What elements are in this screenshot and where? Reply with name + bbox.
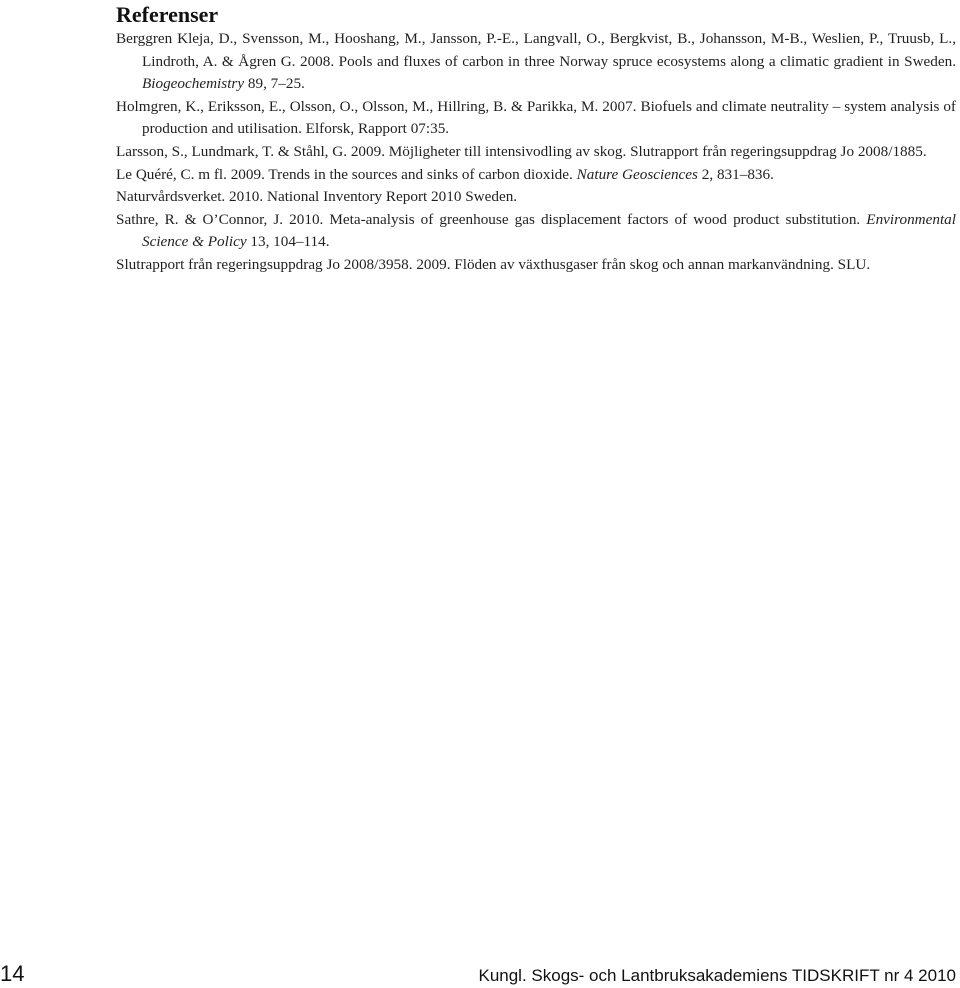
section-heading: Referenser <box>116 2 219 27</box>
reference-text: Larsson, S., Lundmark, T. & Ståhl, G. 2009. Möjligheter till intensivodling av skog. Slutrapport från regeringsuppdrag Jo 2008/1885. <box>116 142 927 160</box>
page-number: 14 <box>0 961 25 986</box>
reference-text: Naturvårdsverket. 2010. National Inventory Report 2010 Sweden. <box>116 188 518 206</box>
reference-list <box>116 28 956 277</box>
reference-text: Slutrapport från regeringsuppdrag Jo 2008/3958. 2009. Flöden av växthusgaser från skog och annan markanvändning. SLU. <box>116 255 871 273</box>
reference-item <box>116 209 956 254</box>
journal-title: Nature Geosciences <box>576 165 698 183</box>
journal-title: Environmental Science & Policy <box>142 210 956 251</box>
reference-item <box>116 254 956 277</box>
publication-footer: Kungl. Skogs- och Lantbruksakademiens TIDSKRIFT nr 4 2010 <box>478 966 956 985</box>
reference-item <box>116 164 956 187</box>
reference-details: 13, 104–114. <box>246 233 330 251</box>
reference-item <box>116 96 956 141</box>
reference-details: 2, 831–836. <box>697 165 774 183</box>
reference-details: 89, 7–25. <box>244 75 305 93</box>
reference-text: Sathre, R. & O’Connor, J. 2010. Meta-analysis of greenhouse gas displacement factors of wood product substitution. <box>116 210 867 228</box>
reference-text: Le Quéré, C. m fl. 2009. Trends in the sources and sinks of carbon dioxide. <box>116 165 577 183</box>
journal-title: Biogeochemistry <box>142 75 245 93</box>
reference-text: Berggren Kleja, D., Svensson, M., Hooshang, M., Jansson, P.-E., Langvall, O., Bergkvist, B., Johansson, M-B., Weslien, P., Truusb, L., Lindroth, A. & Ågren G. 2008. Pools and fluxes of carbon in three Norway spruce ecosystems along a climatic gradient in Sweden. <box>116 30 956 70</box>
reference-text: Holmgren, K., Eriksson, E., Olsson, O., Olsson, M., Hillring, B. & Parikka, M. 2007. Biofuels and climate neutrality – system analysis of production and utilisation. Elforsk, Rapport 07:35. <box>116 97 956 138</box>
reference-item <box>116 141 956 164</box>
reference-item <box>116 186 956 209</box>
reference-item <box>116 28 956 96</box>
